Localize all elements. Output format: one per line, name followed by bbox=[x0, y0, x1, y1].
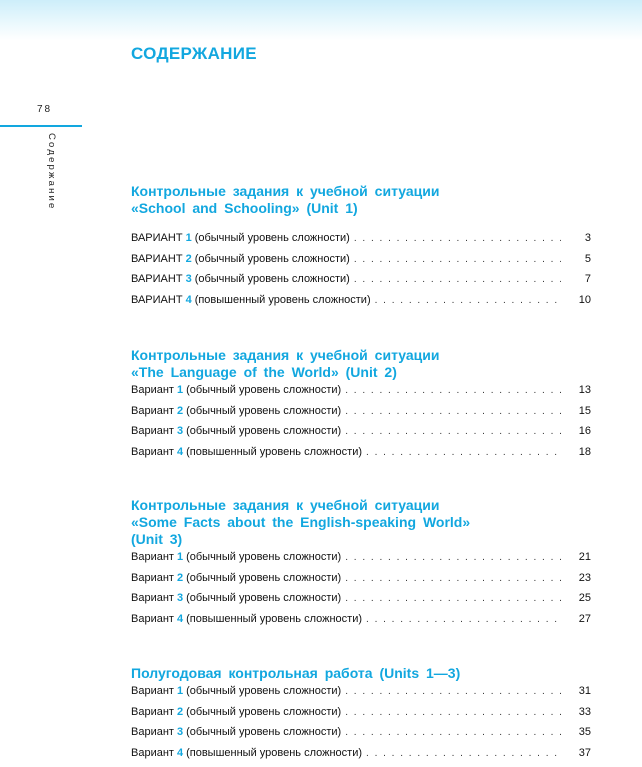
toc-entry[interactable] bbox=[131, 273, 591, 294]
section-title: Контрольные задания к учебной ситуации bbox=[131, 347, 591, 364]
variant-number: 1 bbox=[177, 685, 183, 697]
toc-entry[interactable] bbox=[131, 551, 591, 572]
variant-label: Вариант bbox=[131, 384, 174, 396]
toc-entry[interactable] bbox=[131, 232, 591, 253]
dot-leader bbox=[345, 593, 561, 604]
variant-number: 3 bbox=[177, 726, 183, 738]
page-ref: 37 bbox=[565, 747, 591, 759]
page-ref: 16 bbox=[565, 425, 591, 437]
dot-leader bbox=[345, 727, 561, 738]
toc-entry[interactable] bbox=[131, 572, 591, 593]
variant-description: (обычный уровень сложности) bbox=[186, 551, 341, 563]
toc-entry[interactable] bbox=[131, 425, 591, 446]
dot-leader bbox=[345, 686, 561, 697]
variant-description: (повышенный уровень сложности) bbox=[186, 747, 362, 759]
page-ref: 25 bbox=[565, 592, 591, 604]
toc-entry[interactable] bbox=[131, 726, 591, 747]
page-ref: 21 bbox=[565, 551, 591, 563]
section-title: Контрольные задания к учебной ситуации bbox=[131, 183, 591, 200]
variant-label: Вариант bbox=[131, 425, 174, 437]
variant-number: 2 bbox=[177, 405, 183, 417]
dot-leader bbox=[366, 614, 561, 625]
dot-leader bbox=[354, 254, 561, 265]
page-ref: 27 bbox=[565, 613, 591, 625]
toc-entry[interactable] bbox=[131, 685, 591, 706]
page-ref: 33 bbox=[565, 706, 591, 718]
variant-label: Вариант bbox=[131, 551, 174, 563]
toc-entry[interactable] bbox=[131, 613, 591, 634]
toc-section-unit-3 bbox=[131, 497, 591, 633]
variant-label: Вариант bbox=[131, 747, 174, 759]
variant-description: (повышенный уровень сложности) bbox=[195, 294, 371, 306]
dot-leader bbox=[366, 447, 561, 458]
variant-label: ВАРИАНТ bbox=[131, 232, 183, 244]
section-title: Контрольные задания к учебной ситуации bbox=[131, 497, 591, 514]
toc-section-midterm bbox=[131, 665, 591, 767]
variant-number: 4 bbox=[177, 446, 183, 458]
dot-leader bbox=[354, 274, 561, 285]
dot-leader bbox=[345, 573, 561, 584]
variant-number: 3 bbox=[186, 273, 192, 285]
toc-section-unit-1 bbox=[131, 183, 591, 314]
variant-description: (повышенный уровень сложности) bbox=[186, 446, 362, 458]
variant-description: (обычный уровень сложности) bbox=[186, 726, 341, 738]
section-title-line2: «The Language of the World» (Unit 2) bbox=[131, 364, 591, 381]
toc-entry[interactable] bbox=[131, 706, 591, 727]
variant-label: Вариант bbox=[131, 613, 174, 625]
toc-entry[interactable] bbox=[131, 405, 591, 426]
variant-description: (обычный уровень сложности) bbox=[186, 405, 341, 417]
variant-number: 2 bbox=[186, 253, 192, 265]
dot-leader bbox=[345, 385, 561, 396]
variant-description: (обычный уровень сложности) bbox=[186, 572, 341, 584]
section-title: Полугодовая контрольная работа (Units 1—3) bbox=[131, 665, 591, 682]
dot-leader bbox=[375, 295, 561, 306]
page-ref: 3 bbox=[565, 232, 591, 244]
variant-label: ВАРИАНТ bbox=[131, 273, 183, 285]
dot-leader bbox=[345, 707, 561, 718]
toc-entry[interactable] bbox=[131, 294, 591, 315]
variant-number: 4 bbox=[177, 613, 183, 625]
variant-number: 2 bbox=[177, 572, 183, 584]
variant-label: Вариант bbox=[131, 685, 174, 697]
section-title-line2: «Some Facts about the English-speaking World» bbox=[131, 514, 591, 531]
dot-leader bbox=[354, 233, 561, 244]
variant-description: (повышенный уровень сложности) bbox=[186, 613, 362, 625]
variant-label: Вариант bbox=[131, 446, 174, 458]
variant-number: 1 bbox=[177, 551, 183, 563]
dot-leader bbox=[366, 748, 561, 759]
page-ref: 7 bbox=[565, 273, 591, 285]
variant-number: 3 bbox=[177, 425, 183, 437]
toc-entry[interactable] bbox=[131, 253, 591, 274]
variant-label: Вариант bbox=[131, 706, 174, 718]
variant-description: (обычный уровень сложности) bbox=[195, 253, 350, 265]
page-number: 78 bbox=[37, 104, 52, 115]
variant-number: 3 bbox=[177, 592, 183, 604]
toc-entry[interactable] bbox=[131, 592, 591, 613]
variant-number: 1 bbox=[177, 384, 183, 396]
side-rule-divider bbox=[0, 125, 82, 127]
page-ref: 13 bbox=[565, 384, 591, 396]
page-ref: 10 bbox=[565, 294, 591, 306]
toc-section-unit-2 bbox=[131, 347, 591, 466]
variant-description: (обычный уровень сложности) bbox=[186, 706, 341, 718]
top-header-band bbox=[0, 0, 642, 40]
page-ref: 5 bbox=[565, 253, 591, 265]
variant-label: ВАРИАНТ bbox=[131, 294, 183, 306]
toc-entry[interactable] bbox=[131, 446, 591, 467]
variant-label: Вариант bbox=[131, 592, 174, 604]
section-title-line3: (Unit 3) bbox=[131, 531, 591, 548]
variant-description: (обычный уровень сложности) bbox=[195, 273, 350, 285]
variant-label: Вариант bbox=[131, 405, 174, 417]
page-ref: 15 bbox=[565, 405, 591, 417]
variant-description: (обычный уровень сложности) bbox=[186, 685, 341, 697]
variant-number: 4 bbox=[186, 294, 192, 306]
variant-number: 4 bbox=[177, 747, 183, 759]
dot-leader bbox=[345, 426, 561, 437]
variant-description: (обычный уровень сложности) bbox=[186, 384, 341, 396]
variant-number: 1 bbox=[186, 232, 192, 244]
variant-label: Вариант bbox=[131, 726, 174, 738]
dot-leader bbox=[345, 552, 561, 563]
page-ref: 35 bbox=[565, 726, 591, 738]
page-heading: СОДЕРЖАНИЕ bbox=[131, 44, 257, 64]
variant-label: Вариант bbox=[131, 572, 174, 584]
page-ref: 31 bbox=[565, 685, 591, 697]
page-ref: 23 bbox=[565, 572, 591, 584]
section-title-line2: «School and Schooling» (Unit 1) bbox=[131, 200, 591, 217]
dot-leader bbox=[345, 406, 561, 417]
variant-label: ВАРИАНТ bbox=[131, 253, 183, 265]
page-ref: 18 bbox=[565, 446, 591, 458]
variant-number: 2 bbox=[177, 706, 183, 718]
variant-description: (обычный уровень сложности) bbox=[186, 425, 341, 437]
toc-entry[interactable] bbox=[131, 384, 591, 405]
variant-description: (обычный уровень сложности) bbox=[195, 232, 350, 244]
running-head: Содержание bbox=[46, 133, 57, 211]
variant-description: (обычный уровень сложности) bbox=[186, 592, 341, 604]
